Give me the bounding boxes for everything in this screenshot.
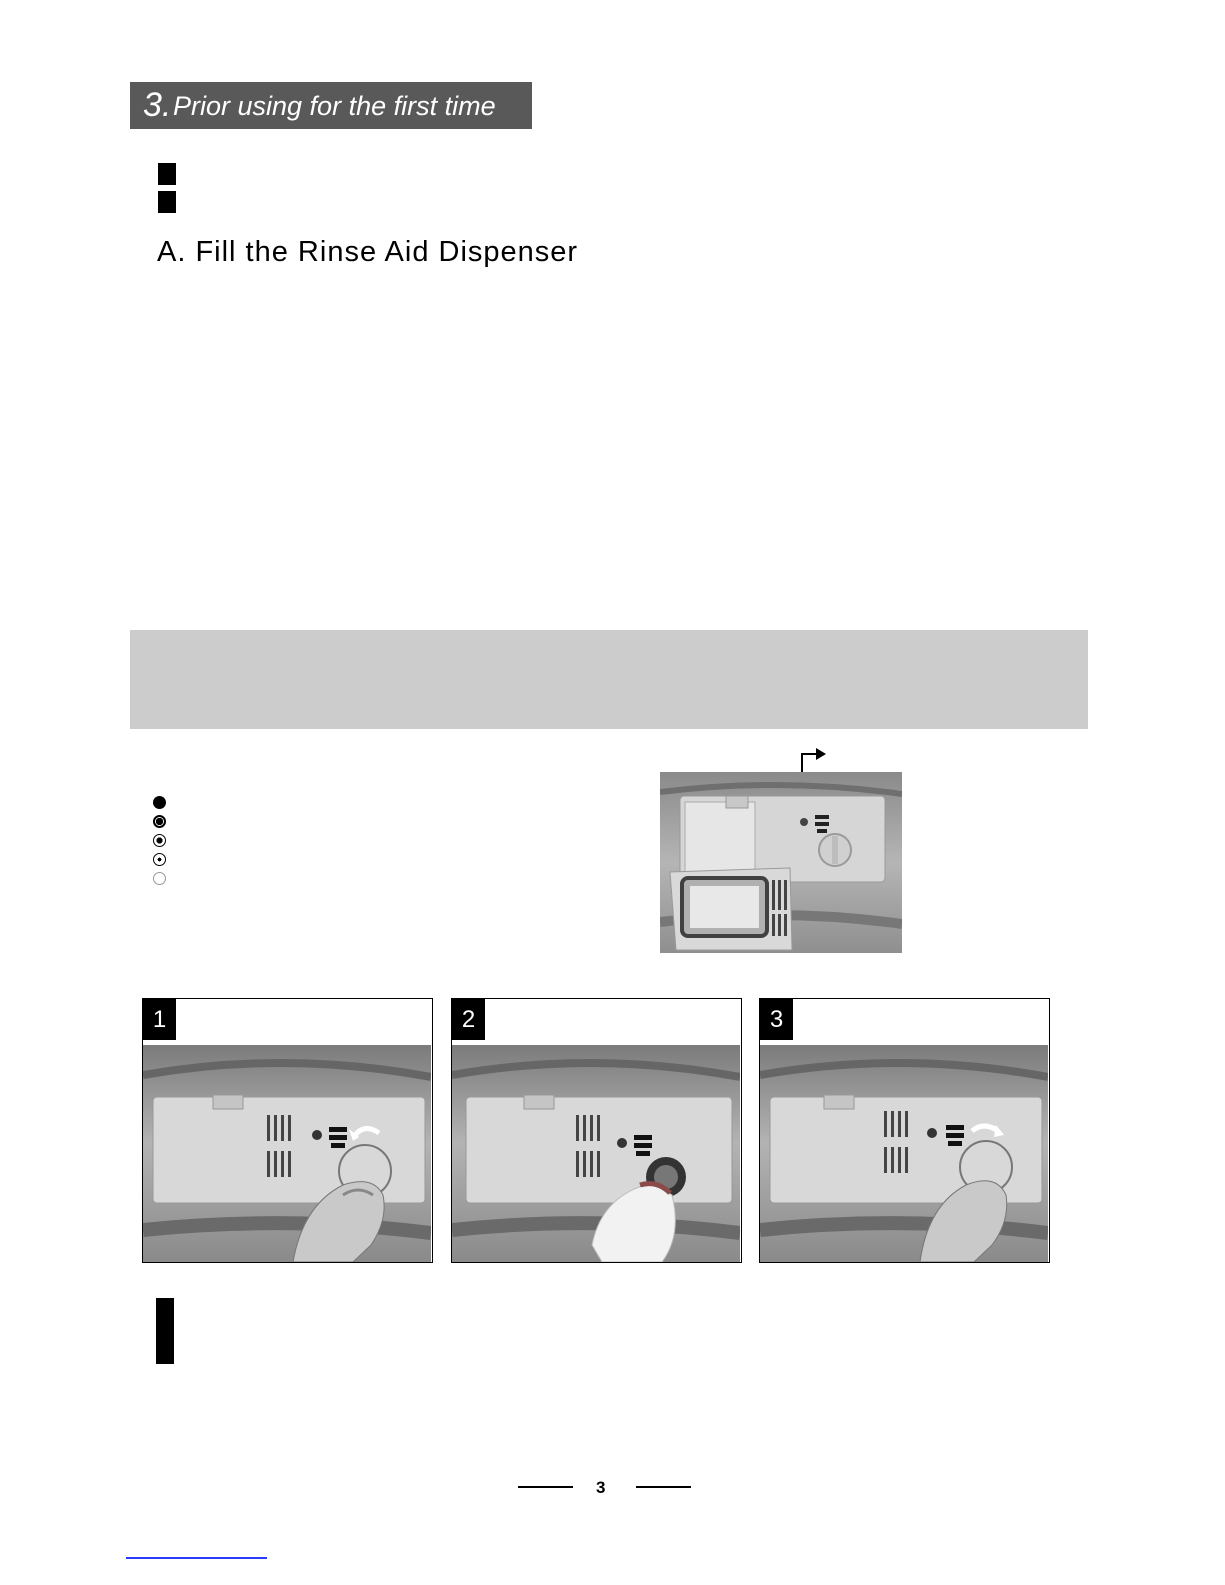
footer-rule-right	[636, 1486, 691, 1488]
step-3-panel	[759, 998, 1050, 1263]
indicator-full-icon	[153, 796, 166, 809]
step-number: 1	[143, 999, 176, 1040]
step-3-photo	[760, 1045, 1048, 1262]
bullet-square	[156, 1298, 174, 1320]
section-number: 3.	[143, 86, 172, 124]
step-number: 3	[760, 999, 793, 1040]
step-1-panel	[142, 998, 433, 1263]
section-title: Prior using for the first time	[173, 91, 496, 121]
indicator-half-icon	[153, 834, 166, 847]
dispenser-open-photo	[660, 772, 902, 953]
indicator-quarter-icon	[153, 853, 166, 866]
step-2-photo	[452, 1045, 740, 1262]
subheading: A. Fill the Rinse Aid Dispenser	[157, 236, 579, 268]
step-number: 2	[452, 999, 485, 1040]
link-underline	[126, 1557, 267, 1559]
section-header	[130, 82, 532, 129]
note-box	[130, 630, 1088, 729]
page-number: 3	[596, 1478, 606, 1497]
indicator-three-quarter-icon	[153, 815, 166, 828]
step-2-panel	[451, 998, 742, 1263]
bullet-square	[156, 1320, 174, 1342]
indicator-empty-icon	[153, 872, 166, 885]
step-1-photo	[143, 1045, 431, 1262]
bullet-square	[156, 1342, 174, 1364]
footer-rule-left	[518, 1486, 573, 1488]
bullet-square	[158, 191, 176, 213]
bullet-square	[158, 163, 176, 185]
